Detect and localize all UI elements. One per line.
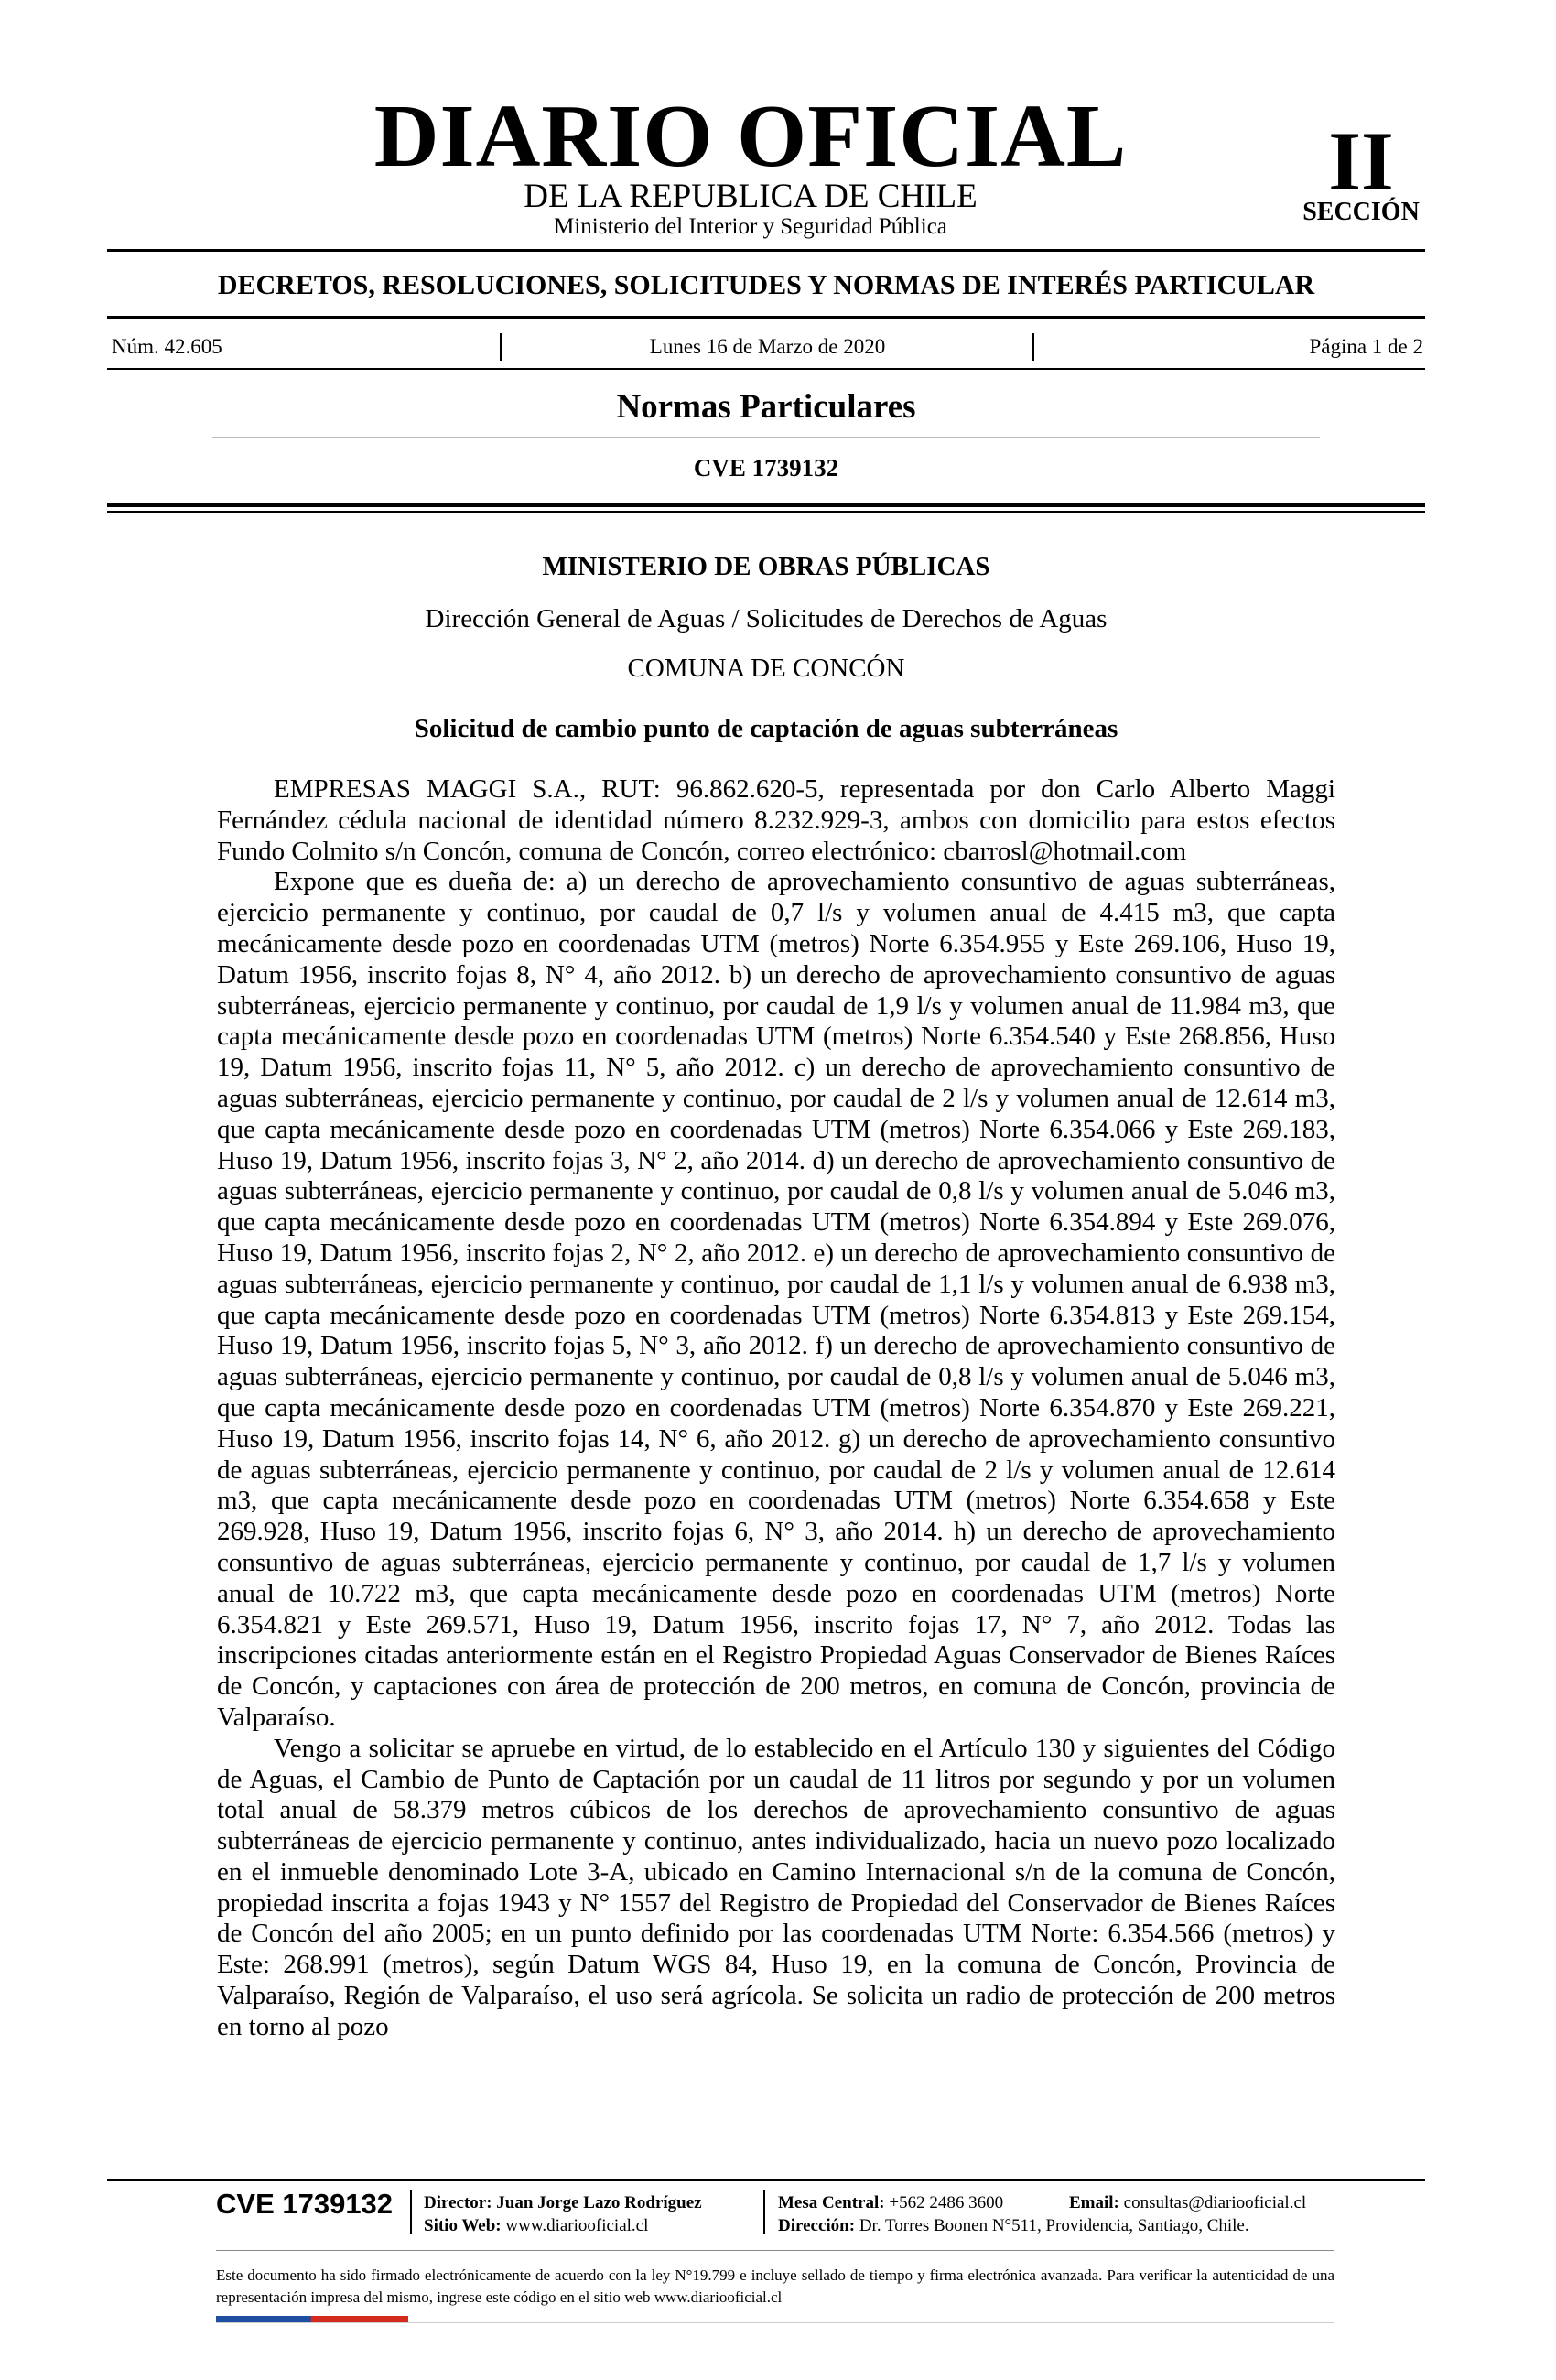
document-title: Solicitud de cambio punto de captación de aguas subterráneas bbox=[414, 714, 1118, 743]
cve-rule-thick bbox=[107, 503, 1425, 507]
header-rule-top bbox=[107, 249, 1425, 252]
website-label: Sitio Web: bbox=[424, 2216, 502, 2235]
issue-rule bbox=[107, 368, 1425, 370]
issue-date: Lunes 16 de Marzo de 2020 bbox=[649, 335, 886, 358]
issue-number: Núm. 42.605 bbox=[112, 335, 222, 358]
issue-info-row bbox=[112, 333, 1423, 361]
page-indicator: Página 1 de 2 bbox=[1309, 335, 1423, 358]
flag-bar-blue bbox=[216, 2316, 311, 2322]
footer-email-block bbox=[1069, 2191, 1306, 2214]
footer-legal-notice: Este documento ha sido firmado electrónicamente de acuerdo con la ley N°19.799 e incluye sellado de tiempo y firma electrónica avanzada. Para verificar la autenticidad de una representación impresa del mismo, ingrese este código en el sitio web www.diariooficial.cl bbox=[216, 2266, 1334, 2306]
section-title: Normas Particulares bbox=[616, 388, 916, 426]
direction-line: Dirección General de Aguas / Solicitudes de Derechos de Aguas bbox=[425, 604, 1108, 633]
flag-bar-red bbox=[311, 2316, 408, 2322]
document-body bbox=[217, 774, 1335, 2158]
masthead-subtitle: DE LA REPUBLICA DE CHILE bbox=[524, 178, 978, 215]
footer-rule bbox=[107, 2179, 1425, 2181]
director-label: Director: bbox=[424, 2193, 492, 2212]
cve-code: CVE 1739132 bbox=[693, 454, 839, 481]
footer-rule-bottom bbox=[216, 2250, 1334, 2251]
section-number: II bbox=[1328, 114, 1394, 208]
director-name: Juan Jorge Lazo Rodríguez bbox=[496, 2193, 702, 2212]
paragraph: EMPRESAS MAGGI S.A., RUT: 96.862.620-5, representada por don Carlo Alberto Maggi Fernández cédula nacional de identidad número 8.232.929-3, ambos con domicilio para estos efectos Fundo Colmito s/n Concón, comuna de Concón, correo electrónico: cbarrosl@hotmail.com bbox=[217, 774, 1335, 866]
address-label: Dirección: bbox=[778, 2216, 856, 2235]
commune-line: COMUNA DE CONCÓN bbox=[627, 654, 905, 683]
section-label: SECCIÓN bbox=[1302, 198, 1420, 226]
header-rule-category bbox=[107, 316, 1425, 319]
paragraph: Expone que es dueña de: a) un derecho de aprovechamiento consuntivo de aguas subterráneas, ejercicio permanente y continuo, por caudal de 0,7 l/s y volumen anual de 4.415 m3, que capta mecánicamente desde pozo en coordenadas UTM (metros) Norte 6.354.955 y Este 269.106, Huso 19, Datum 1956, inscrito fojas 8, N° 4, año 2012. b) un derecho de aprovechamiento consuntivo de aguas subterráneas, ejercicio permanente y continuo, por caudal de 1,9 l/s y volumen anual de 11.984 m3, que capta mecánicamente desde pozo en coordenadas UTM (metros) Norte 6.354.540 y Este 268.856, Huso 19, Datum 1956, inscrito fojas 11, N° 5, año 2012. c) un derecho de aprovechamiento consuntivo de aguas subterráneas, ejercicio permanente y continuo, por caudal de 2 l/s y volumen anual de 12.614 m3, que capta mecánicamente desde pozo en coordenadas UTM (metros) Norte 6.354.066 y Este 269.183, Huso 19, Datum 1956, inscrito fojas 3, N° 2, año 2014. d) un derecho de aprovechamiento consuntivo de aguas subterráneas, ejercicio permanente y continuo, por caudal de 0,8 l/s y volumen anual de 5.046 m3, que capta mecánicamente desde pozo en coordenadas UTM (metros) Norte 6.354.894 y Este 269.076, Huso 19, Datum 1956, inscrito fojas 2, N° 2, año 2012. e) un derecho de aprovechamiento consuntivo de aguas subterráneas, ejercicio permanente y continuo, por caudal de 1,1 l/s y volumen anual de 6.938 m3, que capta mecánicamente desde pozo en coordenadas UTM (metros) Norte 6.354.813 y Este 269.154, Huso 19, Datum 1956, inscrito fojas 5, N° 3, año 2012. f) un derecho de aprovechamiento consuntivo de aguas subterráneas, ejercicio permanente y continuo, por caudal de 0,8 l/s y volumen anual de 5.046 m3, que capta mecánicamente desde pozo en coordenadas UTM (metros) Norte 6.354.870 y Este 269.221, Huso 19, Datum 1956, inscrito fojas 14, N° 6, año 2012. g) un derecho de aprovechamiento consuntivo de aguas subterráneas, ejercicio permanente y continuo, por caudal de 2 l/s y volumen anual de 12.614 m3, que capta mecánicamente desde pozo en coordenadas UTM (metros) Norte 6.354.658 y Este 269.928, Huso 19, Datum 1956, inscrito fojas 6, N° 3, año 2014. h) un derecho de aprovechamiento consuntivo de aguas subterráneas, ejercicio permanente y continuo, por caudal de 1,7 l/s y volumen anual de 10.722 m3, que capta mecánicamente desde pozo en coordenadas UTM (metros) Norte 6.354.821 y Este 269.571, Huso 19, Datum 1956, inscrito fojas 17, N° 7, año 2012. Todas las inscripciones citadas anteriormente están en el Registro Propiedad Aguas Conservador de Bienes Raíces de Concón, y captaciones con área de protección de 200 metros, en comuna de Concón, provincia de Valparaíso. bbox=[217, 867, 1335, 1732]
masthead-title: DIARIO OFICIAL bbox=[373, 87, 1128, 186]
footer-director-block bbox=[424, 2191, 702, 2237]
email-link[interactable]: consultas@diariooficial.cl bbox=[1123, 2193, 1307, 2212]
phone-label: Mesa Central: bbox=[778, 2193, 885, 2212]
website-link[interactable]: www.diariooficial.cl bbox=[505, 2216, 649, 2235]
masthead-ministry: Ministerio del Interior y Seguridad Pública bbox=[554, 214, 947, 239]
issue-separator bbox=[1032, 333, 1034, 361]
footer-divider bbox=[410, 2190, 412, 2234]
ministry-heading: MINISTERIO DE OBRAS PÚBLICAS bbox=[542, 552, 990, 581]
footer-divider bbox=[763, 2190, 765, 2234]
cve-rule-thin bbox=[107, 511, 1425, 513]
title-underline bbox=[212, 437, 1320, 438]
paragraph: Vengo a solicitar se apruebe en virtud, de lo establecido en el Artículo 130 y siguientes del Código de Aguas, el Cambio de Punto de Captación por un caudal de 11 litros por segundo y por un volumen total anual de 58.379 metros cúbicos de los derechos de aprovechamiento consuntivo de aguas subterráneas de ejercicio permanente y continuo, antes individualizado, hacia un nuevo pozo localizado en el inmueble denominado Lote 3-A, ubicado en Camino Internacional s/n de la comuna de Concón, propiedad inscrita a fojas 1943 y N° 1557 del Registro de Propiedad del Conservador de Bienes Raíces de Concón del año 2005; en un punto definido por las coordenadas UTM Norte: 6.354.566 (metros) y Este: 268.991 (metros), según Datum WGS 84, Huso 19, en la comuna de Concón, Provincia de Valparaíso, Región de Valparaíso, el uso será agrícola. Se solicita un radio de protección de 200 metros en torno al pozo bbox=[217, 1733, 1335, 2041]
address-text: Dr. Torres Boonen N°511, Providencia, Santiago, Chile. bbox=[859, 2216, 1249, 2235]
footer-cve-code: CVE 1739132 bbox=[216, 2188, 394, 2220]
phone-number: +562 2486 3600 bbox=[889, 2193, 1004, 2212]
email-label: Email: bbox=[1069, 2193, 1119, 2212]
flag-bar-line bbox=[216, 2322, 1334, 2323]
category-heading: DECRETOS, RESOLUCIONES, SOLICITUDES Y NORMAS DE INTERÉS PARTICULAR bbox=[217, 270, 1315, 300]
